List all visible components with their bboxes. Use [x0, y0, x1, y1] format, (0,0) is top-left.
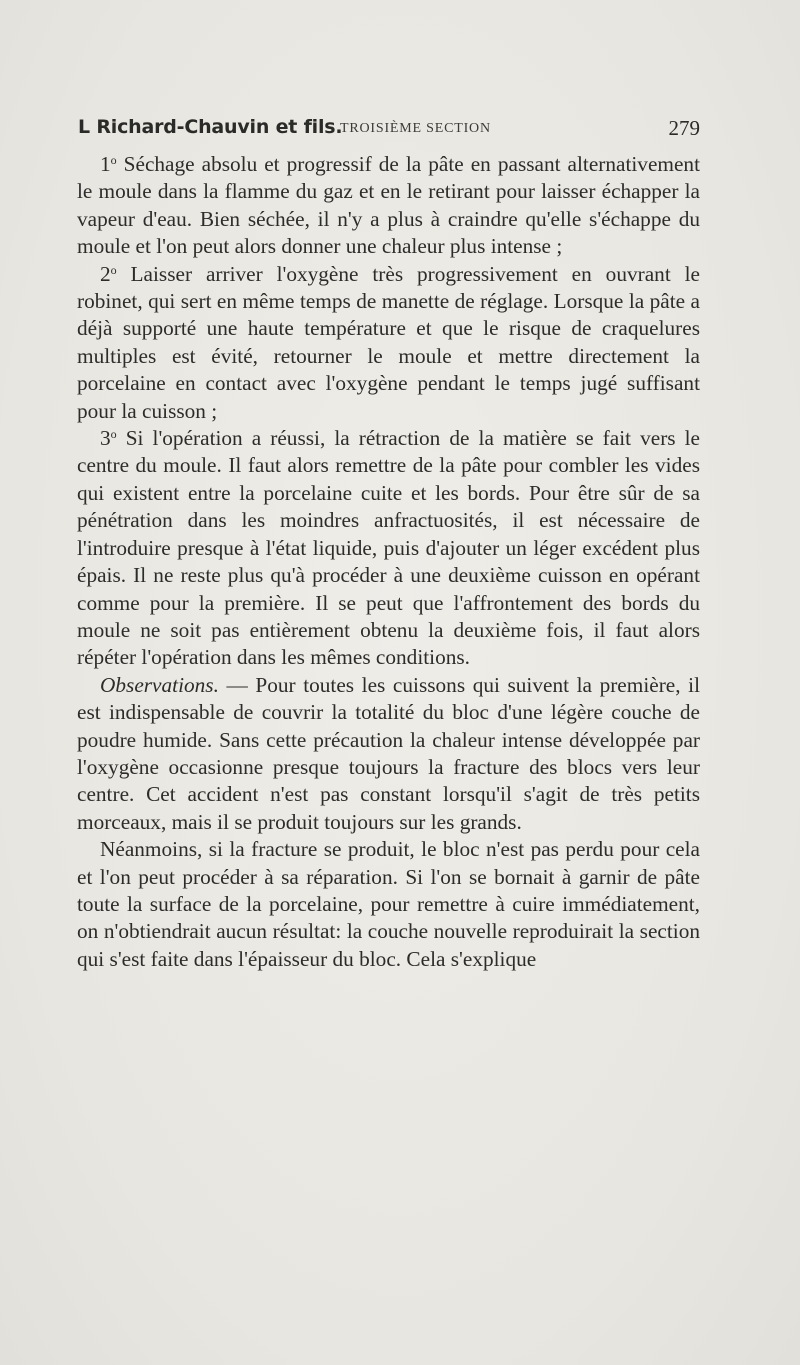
step-number: 2 — [100, 261, 111, 286]
paragraph-step-1 — [77, 151, 700, 261]
paragraph-text: Séchage absolu et progressif de la pâte en passant alternativement le moule dans la flamme du gaz et en le retirant pour laisser échapper la vapeur d'eau. Bien séchée, il n'y a plus à craindre qu'elle s'échappe du moule et l'on peut alors donner une chaleur plus intense ; — [77, 152, 700, 259]
body-text — [77, 151, 700, 973]
paragraph-step-2 — [77, 261, 700, 425]
paragraph-repair — [77, 836, 700, 973]
observations-heading: Observations. — [100, 672, 219, 697]
paragraph-text: Laisser arriver l'oxygène très progressivement en ouvrant le robinet, qui sert en même temps de manette de réglage. Lorsque la pâte a déjà supporté une haute température et que le risque de craquelures multiples est évité, retourner le moule et mettre directement la porcelaine en contact avec l'oxygène pendant le temps jugé suffisant pour la cuisson ; — [77, 261, 700, 423]
ordinal-mark: o — [110, 153, 117, 167]
paragraph-step-3 — [77, 425, 700, 672]
running-header — [78, 112, 700, 142]
ordinal-mark: o — [110, 262, 117, 277]
paragraph-text: Si l'opération a réussi, la rétraction de la matière se fait vers le centre du moule. Il faut alors remettre de la pâte pour combler les vides qui existent entre la porcelaine cuite et les bords. Pour être sûr de sa pénétration dans les moindres anfractuosités, il est nécessaire de l'introduire presque à l'état liquide, puis d'ajouter un léger excédent plus épais. Il ne reste plus qu'à procéder à une deuxième cuisson en opérant comme pour la première. Il se peut que l'affrontement des bords du moule ne soit pas entièrement obtenu la deuxième fois, il faut alors répéter l'opération dans les mêmes conditions. — [77, 426, 700, 670]
publisher-name: L Richard-Chauvin et fils. — [78, 116, 343, 138]
section-title: TROISIÈME SECTION — [340, 121, 491, 136]
paragraph-text: Néanmoins, si la fracture se produit, le bloc n'est pas perdu pour cela et l'on peut procéder à sa réparation. Si l'on se bornait à garnir de pâte toute la surface de la porcelaine, pour remettre à cuire immédiatement, on n'obtiendrait aucun résultat: la couche nouvelle reproduirait la section qui s'est faite dans l'épaisseur du bloc. Cela s'explique — [77, 837, 700, 971]
page-number: 279 — [668, 116, 700, 140]
paragraph-text: — Pour toutes les cuissons qui suivent la première, il est indispensable de couvrir la totalité du bloc d'une légère couche de poudre humide. Sans cette précaution la chaleur intense développée par l'oxygène occasionne presque toujours la fracture des blocs vers leur centre. Cet accident n'est pas constant lorsqu'il s'agit de très petits morceaux, mais il se produit toujours sur les grands. — [77, 672, 700, 834]
step-number: 3 — [100, 426, 111, 451]
paragraph-observations — [77, 672, 700, 836]
ordinal-mark: o — [110, 427, 117, 442]
step-number: 1 — [100, 152, 111, 176]
